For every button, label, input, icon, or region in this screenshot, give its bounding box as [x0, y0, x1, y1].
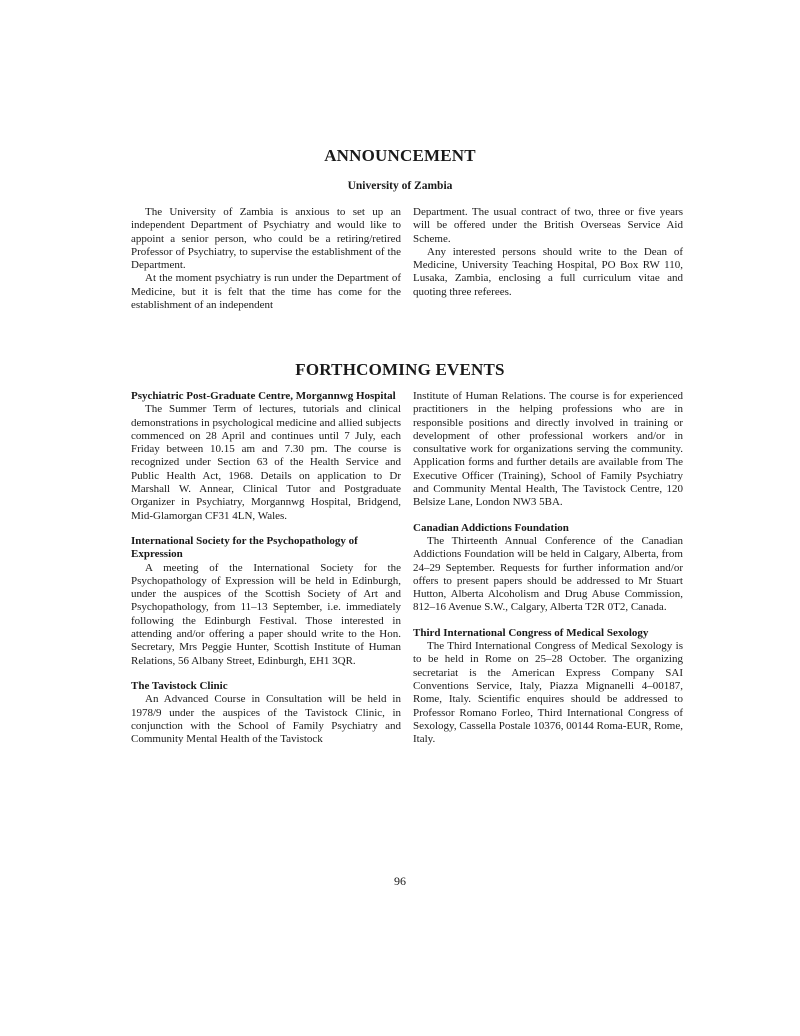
event-title: International Society for the Psychopathology of Expression: [131, 534, 358, 561]
announcement-right-column: [413, 206, 683, 299]
event-body: The Thirteenth Annual Conference of the Canadian Addictions Foundation will be held in Calgary, Alberta, from 24–29 September. Requests for further information and/or offers to present papers should be addressed to Mr Stuart Hutton, Alberta Alcoholism and Drug Abuse Commission, 812–16 Avenue S.W., Calgary, Alberta T2R 0T2, Canada.: [413, 534, 683, 614]
events-left-column: [131, 390, 401, 746]
event-title: Psychiatric Post-Graduate Centre, Morgannwg Hospital: [131, 390, 396, 402]
events-right-column: [413, 390, 683, 746]
announcement-subheading: University of Zambia: [347, 180, 453, 192]
event-body: The Third International Congress of Medical Sexology is to be held in Rome on 25–28 October. The organizing secretariat is the American Express Company SAI Conventions Service, Italy, Piazza Mignanelli 4–00187, Rome, Italy. Scientific enquires should be addressed to Professor Romano Forleo, Third International Congress of Sexology, Cassella Postale 10376, 00144 Roma-EUR, Rome, Italy.: [413, 640, 683, 746]
announcement-paragraph: Department. The usual contract of two, three or five years will be offered under the British Overseas Service Aid Scheme.: [413, 206, 683, 245]
event-title: Third International Congress of Medical Sexology: [413, 626, 649, 639]
events-heading: FORTHCOMING EVENTS: [295, 360, 505, 379]
event-title: Canadian Addictions Foundation: [413, 521, 569, 534]
announcement-paragraph: Any interested persons should write to the Dean of Medicine, University Teaching Hospital, PO Box RW 110, Lusaka, Zambia, enclosing a full curriculum vitae and quoting three referees.: [413, 245, 683, 298]
announcement-paragraph: At the moment psychiatry is run under the Department of Medicine, but it is felt that the time has come for the establishment of an independent: [131, 272, 401, 312]
announcement-heading: ANNOUNCEMENT: [324, 146, 476, 165]
event-title: The Tavistock Clinic: [131, 679, 228, 692]
event-body: The Summer Term of lectures, tutorials and clinical demonstrations in psychological medicine and allied subjects commenced on 28 April and continues until 7 July, each Friday between 10.15 am and 7.30 pm. The course is recognized under Section 63 of the Health Service and Public Health Act, 1968. Details on application to Dr Marshall W. Annear, Clinical Tutor and Postgraduate Organizer in Psychiatry, Morgannwg Hospital, Bridgend, Mid-Glamorgan CF31 4LN, Wales.: [131, 403, 401, 522]
announcement-paragraph: The University of Zambia is anxious to set up an independent Department of Psychiatry and would like to appoint a senior person, who could be a retiring/retired Professor of Psychiatry, to supervise the establishment of the Department.: [131, 206, 401, 272]
event-body: An Advanced Course in Consultation will be held in 1978/9 under the auspices of the Tavistock Clinic, in conjunction with the School of Family Psychiatry and Community Mental Health of the Tavistock: [131, 693, 401, 746]
announcement-left-column: [131, 206, 401, 312]
page-number: 96: [394, 874, 406, 888]
event-body-continuation: Institute of Human Relations. The course is for experienced practitioners in the helping professions who are in responsible positions and directly involved in training or development of other professional workers and/or in consultative work for organizations serving the community. Application forms and further details are available from The Executive Officer (Training), School of Family Psychiatry and Community Mental Health, The Tavistock Centre, 120 Belsize Lane, London NW3 5BA.: [413, 390, 683, 509]
event-body: A meeting of the International Society for the Psychopathology of Expression will be held in Edinburgh, under the auspices of the Scottish Society of Art and Psychopathology, from 11–13 September, i.e. immediately following the Edinburgh Festival. Those interested in attending and/or offering a paper should write to the Hon. Secretary, Mrs Peggie Hunter, Scottish Institute of Human Relations, 56 Albany Street, Edinburgh, EH1 3QR.: [131, 561, 401, 667]
